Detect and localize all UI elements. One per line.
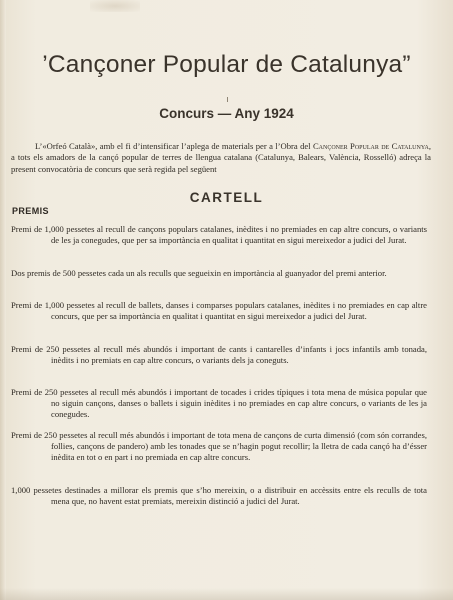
paper-stain	[90, 0, 140, 12]
document-subtitle: Concurs — Any 1924	[159, 106, 294, 121]
document-title: ’Cançoner Popular de Catalunya”	[42, 51, 411, 78]
section-heading-cartell: CARTELL	[189, 190, 264, 205]
prize-item: Premi de 250 pessetes al recull més abundós i important de tota mena de cançons de curta dimensió (com són corrandes, follies, cançons de pandero) amb les tonades que se n’hagin pogut recollir; la lletra de cada cançó ha d’ésser inèdita en tot o en part i no premiada en cap altre concurs.	[11, 430, 427, 463]
intro-text-end: , a tots els amadors de la cançó popular de terres de llengua catalana (Catalunya, Balears, València, Rosselló) adreça la present convocatòria de concurs que serà regida pel següent	[11, 141, 431, 174]
intro-work-title: Cançoner Popular de Catalunya	[312, 141, 429, 151]
page-edge	[0, 0, 6, 600]
prize-item: Premi de 250 pessetes al recull més abundós i important de cants i cantarelles d’infants i jocs infantils amb tonada, inèdits i no premiats en cap altre concurs, o variants dels ja coneguts.	[11, 344, 427, 366]
prize-item: Dos premis de 500 pessetes cada un als reculls que segueixin en importància al guanyador del premi anterior.	[11, 268, 387, 278]
prize-item: Premi de 250 pessetes al recull més abundós i important de tocades i crides típiques i tota mena de música popular que no siguin cançons, danses o ballets i siguin inèdites i no premiades en cap altre concurs, o variants de les ja conegudes.	[11, 387, 427, 420]
prize-item: 1,000 pessetes destinades a millorar els premis que s’ho mereixin, o a distribuir en accèssits entre els reculls de tota mena que, no havent estat premiats, mereixin distinció a judici del Jurat.	[11, 485, 427, 507]
intro-paragraph	[11, 141, 431, 175]
intro-text-start: L’«Orfeó Català», amb el fi d’intensificar l’aplega de materials per a l’Obra del	[35, 141, 311, 151]
prize-item: Premi de 1,000 pessetes al recull de cançons populars catalanes, inèdites i no premiades en cap altre concurs, o variants de les ja conegudes, que per sa importància en qualitat i quantitat en sigui mereixedor a judici del Jurat.	[11, 224, 427, 246]
title-divider-mark	[227, 97, 228, 102]
page-bottom-shadow	[0, 588, 453, 600]
section-heading-premis: PREMIS	[12, 206, 49, 216]
prize-item: Premi de 1,000 pessetes al recull de ballets, danses i comparses populars catalanes, inèdites i no premiades en cap altre concurs, que per sa importància en qualitat i quantitat en sigui mereixedor a judici del Jurat.	[11, 300, 427, 322]
